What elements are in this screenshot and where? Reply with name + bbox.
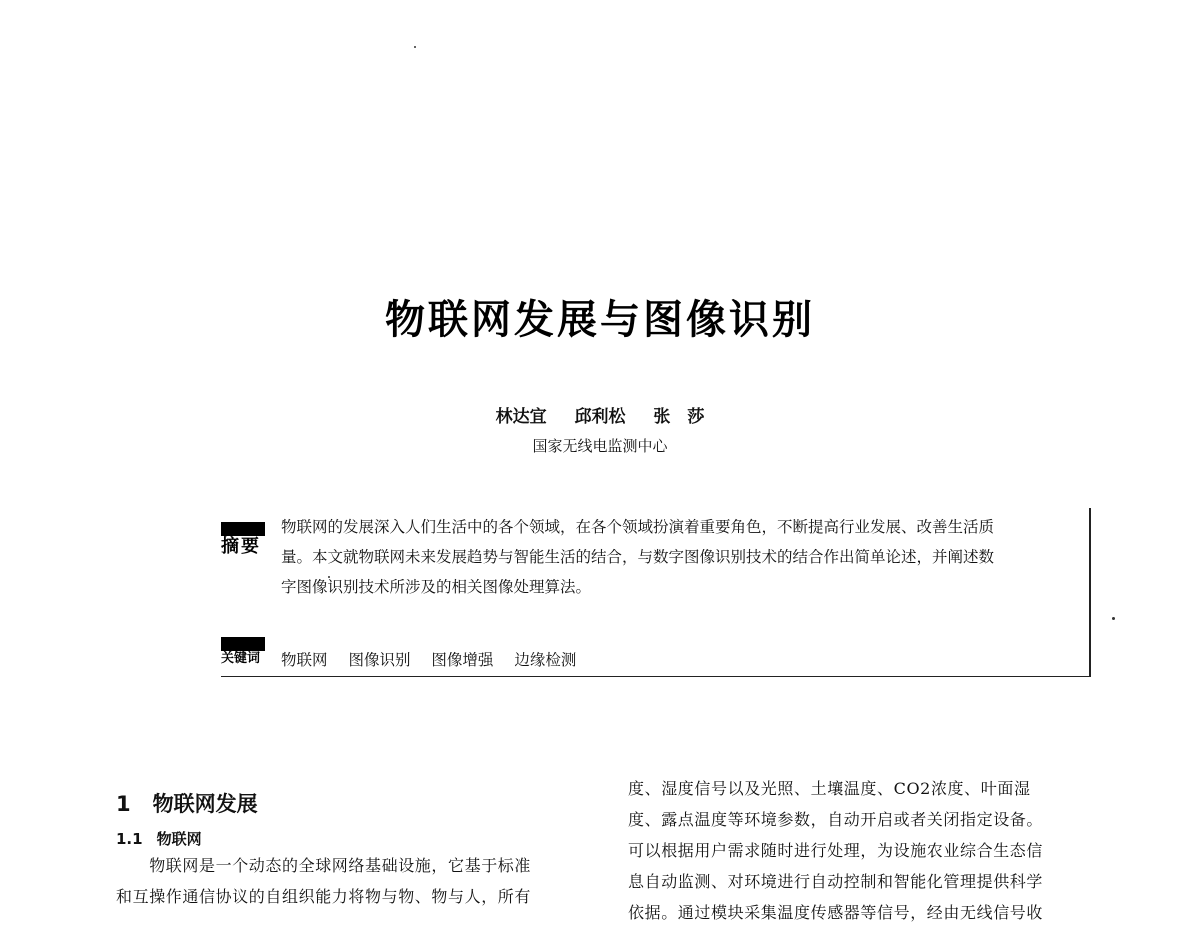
keyword: 图像增强 [431,651,494,669]
right-column [628,773,1098,928]
body-line: 可以根据用户需求随时进行处理，为设施农业综合生态信 [628,841,1044,860]
keywords-label-tag [221,637,265,667]
keyword: 物联网 [281,651,328,669]
abstract-text [281,512,1081,602]
body-line: 度、露点温度等环境参数，自动开启或者关闭指定设备。 [628,810,1044,829]
author-2: 邱利松 [574,407,626,427]
abstract-label-tag [221,522,265,558]
body-line: 依据。通过模块采集温度传感器等信号，经由无线信号收 [628,903,1044,922]
body-line: 物联网是一个动态的全球网络基础设施，它基于标准 [116,856,532,875]
abstract-box [221,508,1091,677]
abstract-label: 摘要 [221,536,261,557]
section-title: 物联网发展 [152,792,258,816]
scan-speck [414,46,416,48]
section-1-1-heading [116,828,202,849]
abstract-line: 物联网的发展深入人们生活中的各个领域，在各个领域扮演着重要角色，不断提高行业发展、改善生活质 [281,518,995,536]
body-line: 度、湿度信号以及光照、土壤温度、CO2浓度、叶面湿 [628,779,1031,798]
tag-bar [221,522,265,536]
body-line: 息自动监测、对环境进行自动控制和智能化管理提供科学 [628,872,1044,891]
abstract-line: 量。本文就物联网未来发展趋势与智能生活的结合，与数字图像识别技术的结合作出简单论述，并阐述数 [281,548,995,566]
author-3: 张 莎 [653,407,705,427]
scan-speck [1112,617,1115,620]
author-list [0,402,1200,427]
paper-title: 物联网发展与图像识别 [385,297,815,343]
subsection-number: 1.1 [116,830,143,848]
abstract-line: 字图像识别技术所涉及的相关图像处理算法。 [281,578,592,596]
affiliation: 国家无线电监测中心 [532,437,668,455]
left-column [116,850,586,912]
keywords-label: 关键词 [221,651,261,666]
scan-speck [328,576,330,578]
tag-bar [221,637,265,651]
keywords-list [281,648,592,670]
keyword: 边缘检测 [514,651,577,669]
keyword: 图像识别 [348,651,411,669]
section-number: 1 [116,792,131,816]
section-1-heading [116,788,258,818]
subsection-title: 物联网 [156,830,202,848]
body-line: 和互操作通信协议的自组织能力将物与物、物与人，所有 [116,887,532,906]
author-1: 林达宜 [495,407,547,427]
